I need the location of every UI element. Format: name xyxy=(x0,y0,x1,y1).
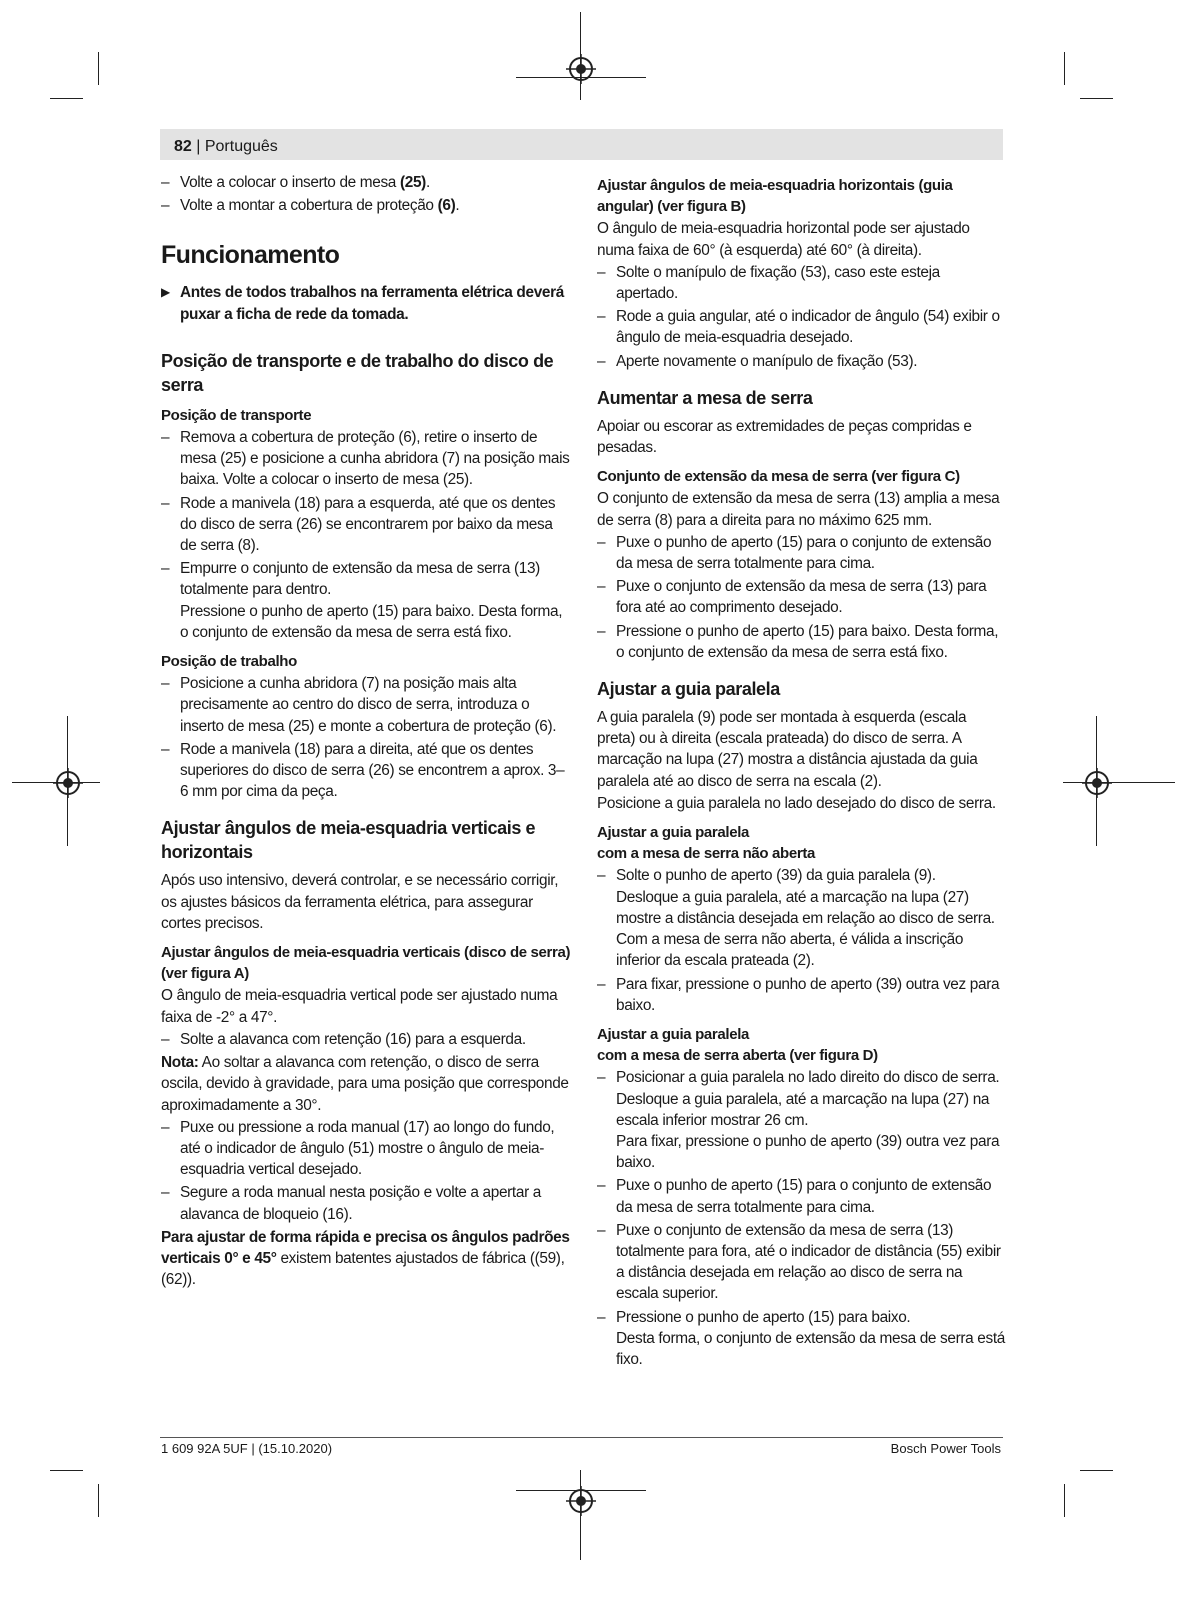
list-item: – Pressione o punho de aperto (15) para baixo. Desta forma, o conjunto de extensão da mesa de serra está fixo. xyxy=(597,622,999,661)
page-header: 82 | Português xyxy=(174,138,278,155)
list-item: – Remova a cobertura de proteção (6), retire o inserto de mesa (25) e posicione a cunha abridora (7) na posição mais baixa. Volte a colocar o inserto de mesa (25). xyxy=(161,429,570,489)
heading-fence: Ajustar a guia paralela xyxy=(597,679,780,700)
heading-transport: Posição de transporte e de trabalho do disco de serra xyxy=(161,350,554,395)
crop-mark xyxy=(50,98,83,99)
footer-brand: Bosch Power Tools xyxy=(890,1441,1001,1456)
crop-mark xyxy=(1064,52,1065,85)
crop-mark xyxy=(98,1484,99,1517)
subheading-transport: Posição de transporte xyxy=(161,406,312,424)
header-bar xyxy=(160,129,1003,160)
crop-mark xyxy=(1063,782,1175,783)
left-column xyxy=(161,172,571,1291)
subheading-fence-open: Ajustar a guia paralela com a mesa de serra aberta (ver figura D) xyxy=(597,1025,878,1065)
paragraph: Após uso intensivo, deverá controlar, e se necessário corrigir, os ajustes básicos da ferramenta elétrica, para assegurar cortes precisos. xyxy=(161,872,559,932)
subheading-extension-set: Conjunto de extensão da mesa de serra (ver figura C) xyxy=(597,468,960,486)
page-language: Português xyxy=(204,138,278,155)
list-item: – Solte o punho de aperto (39) da guia paralela (9). xyxy=(597,867,936,885)
right-column xyxy=(597,172,1005,1372)
quick-adjust-note: Para ajustar de forma rápida e precisa os ângulos padrões verticais 0° e 45° existem batentes ajustados de fábrica ((59), (62)). xyxy=(161,1228,570,1289)
page-number: 82 xyxy=(174,138,192,155)
crop-mark xyxy=(1080,1470,1113,1471)
list-item-continuation: Desta forma, o conjunto de extensão da mesa de serra está fixo. xyxy=(616,1329,1005,1368)
subheading-fence-closed: Ajustar a guia paralela com a mesa de serra não aberta xyxy=(597,824,815,863)
list-item: – Posicionar a guia paralela no lado direito do disco de serra. xyxy=(597,1069,1000,1087)
list-item: – Solte o manípulo de fixação (53), caso este esteja apertado. xyxy=(597,263,940,303)
registration-mark-icon xyxy=(53,768,83,798)
list-item: – Pressione o punho de aperto (15) para baixo. xyxy=(597,1308,911,1326)
list-item: – Solte a alavanca com retenção (16) para a esquerda. xyxy=(161,1030,526,1048)
list-item: – Puxe o punho de aperto (15) para o conjunto de extensão da mesa de serra totalmente para cima. xyxy=(597,1177,992,1216)
list-item: – Aperte novamente o manípulo de fixação (53). xyxy=(597,352,918,370)
list-item-continuation: Pressione o punho de aperto (15) para baixo. Desta forma, o conjunto de extensão da mesa de serra está fixo. xyxy=(180,602,563,641)
list-item: – Rode a manivela (18) para a esquerda, até que os dentes do disco de serra (26) se encontrarem por baixo da mesa de serra (8). xyxy=(161,494,556,555)
list-item-continuation: Desloque a guia paralela, até a marcação na lupa (27) na escala inferior mostrar 26 cm. xyxy=(616,1090,990,1129)
list-item: – Rode a guia angular, até o indicador de ângulo (54) exibir o ângulo de meia-esquadria desejado. xyxy=(597,308,1000,347)
registration-mark-icon xyxy=(566,1486,596,1516)
list-item: – Puxe o punho de aperto (15) para o conjunto de extensão da mesa de serra totalmente para cima. xyxy=(597,533,992,573)
list-item: – Posicione a cunha abridora (7) na posição mais alta precisamente ao centro do disco de serra, introduza o inserto de mesa (25) e monte a cobertura de proteção (6). xyxy=(161,675,557,735)
list-item-continuation: Desloque a guia paralela, até a marcação na lupa (27) mostre a distância desejada em relação ao disco de serra. Com a mesa de serra não aberta, é válida a inscrição inferior da escala prateada (2). xyxy=(616,888,995,970)
list-item: – Para fixar, pressione o punho de aperto (39) outra vez para baixo. xyxy=(597,975,1000,1014)
list-item: – Puxe o conjunto de extensão da mesa de serra (13) totalmente para fora, até o indicador de distância (55) exibir a distância desejada em relação ao disco de serra na escala superior. xyxy=(597,1221,1001,1303)
note: Nota: Ao soltar a alavanca com retenção, o disco de serra oscila, devido à gravidade, para uma posição que corresponde aproximadamente a 30°. xyxy=(161,1054,569,1114)
crop-mark xyxy=(98,52,99,85)
section-title: Funcionamento xyxy=(161,241,340,270)
crop-mark xyxy=(1080,98,1113,99)
paragraph: Apoiar ou escorar as extremidades de peças compridas e pesadas. xyxy=(597,417,972,457)
heading-miter: Ajustar ângulos de meia-esquadria verticais e horizontais xyxy=(161,818,536,863)
warning-note: ▶ Antes de todos trabalhos na ferramenta elétrica deverá puxar a ficha de rede da tomada. xyxy=(161,284,564,323)
crop-mark xyxy=(1064,1484,1065,1517)
footer-divider xyxy=(160,1437,1003,1438)
paragraph: O conjunto de extensão da mesa de serra (13) amplia a mesa de serra (8) para a direita para no máximo 625 mm. xyxy=(597,490,1000,529)
heading-extend: Aumentar a mesa de serra xyxy=(597,387,813,408)
arrow-bullet-icon: ▶ xyxy=(161,285,170,300)
list-item: – Rode a manivela (18) para a direita, até que os dentes superiores do disco de serra (26) se encontrem a aprox. 3–6 mm por cima da peça. xyxy=(161,740,565,801)
list-item: – Segure a roda manual nesta posição e volte a apertar a alavanca de bloqueio (16). xyxy=(161,1184,541,1223)
list-item-continuation: Para fixar, pressione o punho de aperto (39) outra vez para baixo. xyxy=(616,1132,1000,1172)
subheading-work: Posição de trabalho xyxy=(161,653,297,671)
paragraph: O ângulo de meia-esquadria vertical pode ser ajustado numa faixa de -2° a 47°. xyxy=(161,987,558,1026)
paragraph: A guia paralela (9) pode ser montada à esquerda (escala preta) ou à direita (escala prateada) do disco de serra. A marcação na lupa (27) mostra a distância ajustada da guia paralela até ao disco de serra na escala (2). xyxy=(597,709,978,790)
subheading-horizontal: Ajustar ângulos de meia-esquadria horizontais (guia angular) (ver figura B) xyxy=(597,177,953,216)
registration-mark-icon xyxy=(1082,768,1112,798)
paragraph: Posicione a guia paralela no lado desejado do disco de serra. xyxy=(597,794,996,812)
list-item: – Volte a montar a cobertura de proteção (6). xyxy=(161,197,460,215)
crop-mark xyxy=(50,1470,83,1471)
subheading-vertical: Ajustar ângulos de meia-esquadria verticais (disco de serra) (ver figura A) xyxy=(161,944,571,983)
list-item: – Puxe o conjunto de extensão da mesa de serra (13) para fora até ao comprimento desejado. xyxy=(597,578,987,617)
registration-mark-icon xyxy=(566,54,596,84)
paragraph: O ângulo de meia-esquadria horizontal pode ser ajustado numa faixa de 60° (à esquerda) até 60° (à direita). xyxy=(597,220,970,259)
footer-doc-id: 1 609 92A 5UF | (15.10.2020) xyxy=(161,1441,333,1456)
list-item: – Volte a colocar o inserto de mesa (25). xyxy=(161,174,430,191)
list-item: – Empurre o conjunto de extensão da mesa de serra (13) totalmente para dentro. xyxy=(161,560,540,599)
list-item: – Puxe ou pressione a roda manual (17) ao longo do fundo, até o indicador de ângulo (51) mostre o ângulo de meia-esquadria vertical desejado. xyxy=(161,1118,555,1179)
